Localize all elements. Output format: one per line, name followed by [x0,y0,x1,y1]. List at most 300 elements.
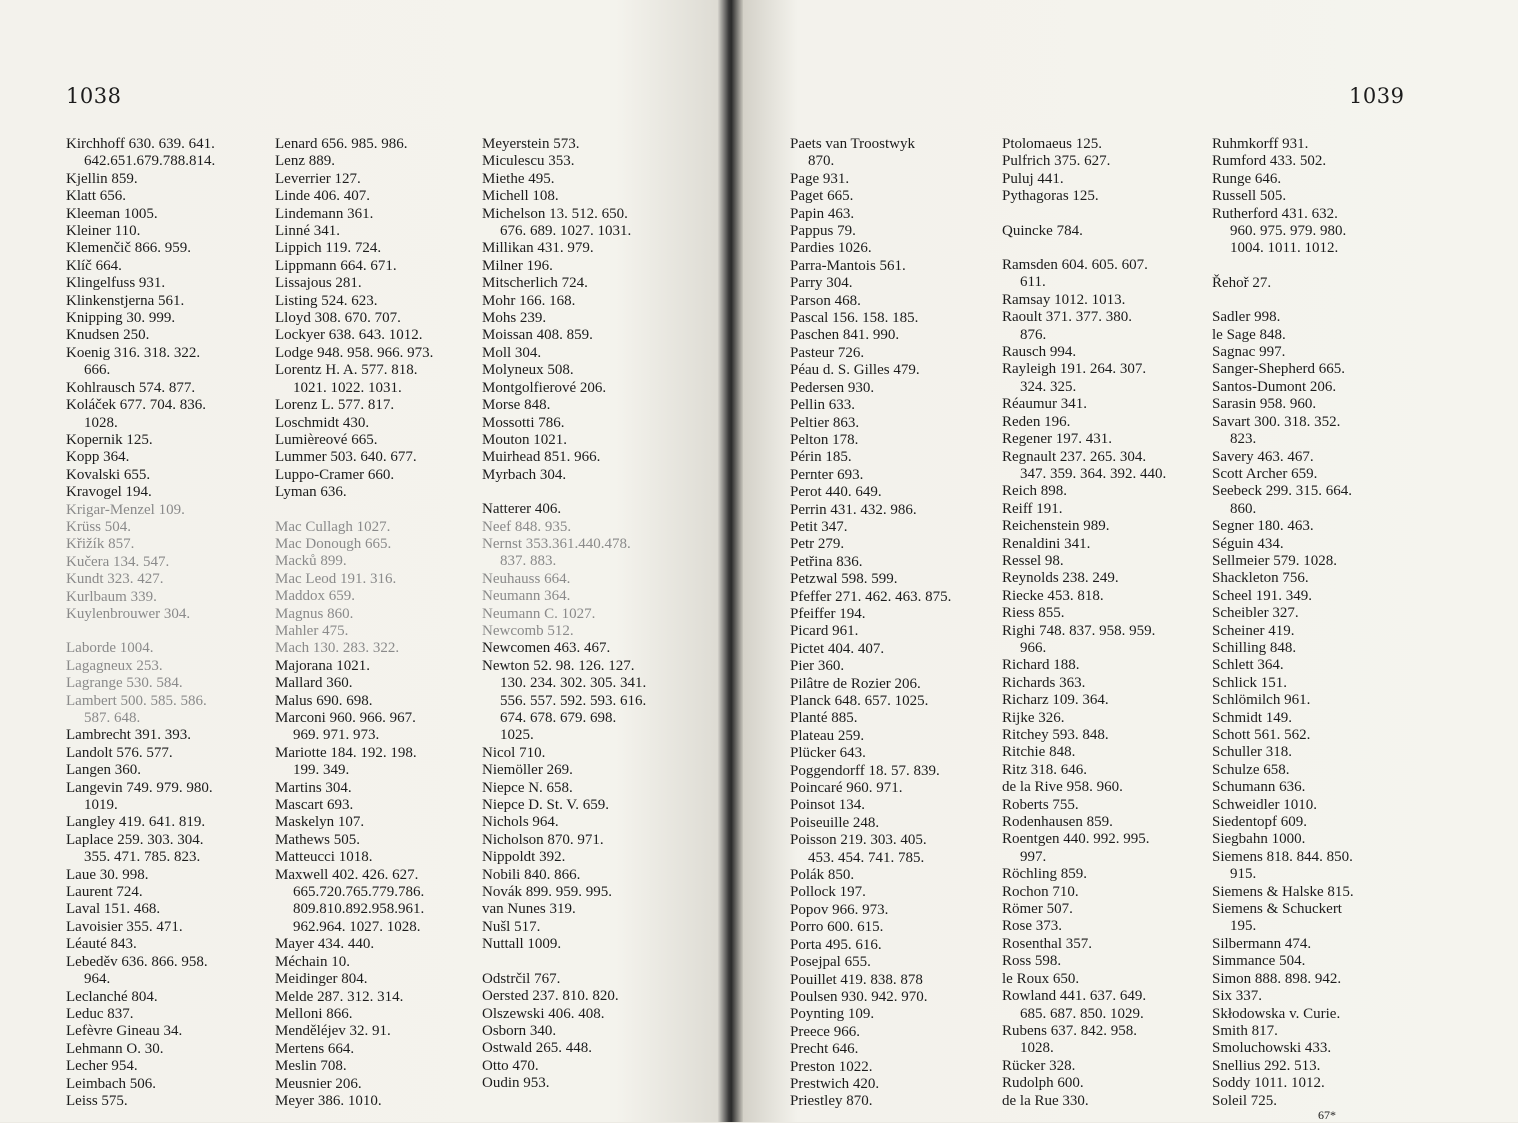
index-entry: Pictet 404. 407. [790,640,885,657]
index-entry: Lippmann 664. 671. [275,257,397,274]
index-entry: Petit 347. [790,518,848,535]
index-entry: Pulfrich 375. 627. [1002,153,1111,170]
index-entry: Marconi 960. 966. 967. [275,710,416,726]
index-entry: Lebeděv 636. 866. 958. [66,953,208,970]
index-entry: Koenig 316. 318. 322. [66,344,201,361]
index-entry: Klingelfuss 931. [66,275,166,292]
index-entry-continuation: 809.810.892.958.961. [293,901,425,918]
index-entry: Renaldini 341. [1002,535,1091,552]
index-entry: Magnus 860. [275,605,354,622]
index-entry-continuation: 347. 359. 364. 392. 440. [1020,465,1167,482]
index-entry: Righi 748. 837. 958. 959. [1002,622,1156,639]
index-entry: Neumann 364. [482,588,571,605]
index-entry: Mac Leod 191. 316. [275,570,397,587]
index-entry-continuation: 453. 454. 741. 785. [808,849,925,866]
index-entry: Smoluchowski 433. [1212,1040,1332,1057]
index-entry: Ritchey 593. 848. [1002,727,1109,743]
index-entry-continuation: 966. [1020,639,1047,656]
index-entry: Michelson 13. 512. 650. [482,205,628,222]
index-entry: Nobili 840. 866. [482,866,581,883]
index-entry: Poinsot 134. [790,797,866,814]
index-entry: Savery 463. 467. [1212,448,1314,465]
index-entry: Segner 180. 463. [1212,518,1314,535]
index-entry: Schilling 848. [1212,639,1297,656]
index-entry: Mariotte 184. 192. 198. [275,744,417,761]
index-entry: Runge 646. [1212,170,1282,187]
index-entry: Loschmidt 430. [275,414,370,431]
index-entry: Léauté 843. [66,936,137,953]
index-entry: Planck 648. 657. 1025. [790,693,929,709]
index-entry: Regener 197. 431. [1002,431,1112,448]
index-entry: Schulze 658. [1212,761,1290,778]
index-entry: Rodenhausen 859. [1002,814,1113,831]
index-column-2 [275,136,433,1110]
index-entry: Lambert 500. 585. 586. [66,692,207,709]
index-entry: Ritz 318. 646. [1002,761,1087,778]
index-entry: Pilâtre de Rozier 206. [790,675,921,692]
index-entry: Posejpal 655. [790,954,871,971]
index-entry-continuation: 676. 689. 1027. 1031. [500,223,632,240]
index-entry: Porta 495. 616. [790,936,882,953]
index-entry-continuation: 969. 971. 973. [293,727,380,744]
index-entry-continuation: 355. 471. 785. 823. [84,849,201,866]
index-entry-continuation: 685. 687. 850. 1029. [1020,1005,1144,1022]
index-entry: Planté 885. [790,710,858,727]
index-entry: Mayer 434. 440. [275,936,375,953]
index-entry: Otto 470. [482,1057,539,1074]
index-entry-continuation: 195. [1230,918,1257,935]
index-entry: Mallard 360. [275,675,353,692]
index-entry: Křižík 857. [66,536,135,553]
index-entry: Melloni 866. [275,1005,353,1022]
index-entry: Laborde 1004. [66,640,154,657]
index-entry: Kjellin 859. [66,170,138,187]
index-column-1 [66,136,215,1110]
index-entry: Parson 468. [790,292,861,309]
index-entry: Ross 598. [1002,953,1062,970]
index-entry: le Roux 650. [1002,970,1080,987]
index-entry: Röchling 859. [1002,866,1087,883]
index-entry: Niemöller 269. [482,762,573,779]
index-entry: Pardies 1026. [790,240,872,257]
index-entry: Koláček 677. 704. 836. [66,397,206,414]
index-entry: Myrbach 304. [482,466,567,483]
index-entry: Rose 373. [1002,918,1062,935]
index-entry: Sadler 998. [1212,309,1281,326]
index-entry: Maskelyn 107. [275,814,365,831]
index-entry: Popov 966. 973. [790,901,889,918]
index-entry: Parry 304. [790,275,853,292]
index-entry-continuation: 1028. [84,414,118,431]
index-entry: Pascal 156. 158. 185. [790,310,919,327]
index-entry: Lloyd 308. 670. 707. [275,310,401,327]
index-entry-continuation: 666. [84,362,111,379]
index-entry: Reiff 191. [1002,500,1063,517]
index-entry: Nicol 710. [482,744,546,761]
index-entry: Mac Donough 665. [275,535,392,552]
index-entry: Péau d. S. Gilles 479. [790,362,920,379]
index-entry: Römer 507. [1002,901,1073,918]
index-entry: Paget 665. [790,188,854,205]
index-entry: Nippoldt 392. [482,849,566,866]
index-entry: Laval 151. 468. [66,901,161,918]
index-entry: Rochon 710. [1002,883,1079,900]
index-entry: Laplace 259. 303. 304. [66,831,204,848]
index-entry: Kleiner 110. [66,223,141,240]
index-entry: Polák 850. [790,867,855,884]
index-entry: Knudsen 250. [66,327,150,344]
index-entry: Matteucci 1018. [275,849,373,866]
index-entry: Maxwell 402. 426. 627. [275,866,419,883]
index-entry: Petr 279. [790,536,845,553]
index-entry: Nichols 964. [482,814,559,831]
index-entry: Natterer 406. [482,501,562,518]
index-entry-continuation: 997. [1020,848,1047,865]
index-entry: Lorentz H. A. 577. 818. [275,362,418,379]
index-entry: Neef 848. 935. [482,518,572,535]
index-entry: Řehoř 27. [1212,274,1272,291]
index-entry: Leclanché 804. [66,988,158,1005]
left-page-number: 1038 [66,84,122,108]
index-entry: Poggendorff 18. 57. 839. [790,762,940,779]
index-entry: Pappus 79. [790,223,856,240]
index-entry: Ostwald 265. 448. [482,1040,592,1057]
index-entry: Lumièreové 665. [275,431,378,448]
index-entry: Peltier 863. [790,414,860,431]
index-entry: Petřina 836. [790,553,863,570]
index-entry: Oersted 237. 810. 820. [482,988,619,1005]
index-entry: Siemens 818. 844. 850. [1212,848,1353,865]
index-entry: Knipping 30. 999. [66,310,176,327]
index-entry: Meslin 708. [275,1058,347,1075]
index-entry: Simon 888. 898. 942. [1212,970,1342,987]
index-entry: Rubens 637. 842. 958. [1002,1022,1137,1039]
index-entry: Klíč 664. [66,257,122,274]
index-entry: Siegbahn 1000. [1212,831,1306,848]
index-entry: Paets van Troostwyk [790,136,916,152]
right-page-number: 1039 [1349,84,1405,108]
index-entry: Kirchhoff 630. 639. 641. [66,136,215,152]
index-entry: Schott 561. 562. [1212,727,1311,743]
index-entry: Rosenthal 357. [1002,935,1092,952]
index-entry: Lockyer 638. 643. 1012. [275,327,423,344]
index-entry: Mach 130. 283. 322. [275,640,400,657]
index-entry: Kundt 323. 427. [66,571,164,588]
index-entry-continuation: 324. 325. [1020,378,1077,395]
index-entry: Nuttall 1009. [482,936,562,953]
index-entry: Pouillet 419. 838. 878 [790,971,923,988]
index-entry: Klatt 656. [66,188,126,205]
index-entry: Milner 196. [482,257,553,274]
index-entry: Russell 505. [1212,188,1287,205]
index-entry: Kuylenbrouwer 304. [66,605,191,622]
index-entry: Poisson 219. 303. 405. [790,832,927,849]
index-entry: Richarz 109. 364. [1002,692,1109,709]
index-entry: Moll 304. [482,344,542,361]
index-entry: Leverrier 127. [275,170,361,187]
index-entry: Schlick 151. [1212,674,1287,691]
index-entry: Puluj 441. [1002,170,1064,187]
index-entry: Nušl 517. [482,918,541,935]
index-entry: Richards 363. [1002,674,1086,691]
book-gutter [717,0,743,1122]
index-entry: Regnault 237. 265. 304. [1002,448,1147,465]
index-entry: Porro 600. 615. [790,919,884,936]
index-entry-continuation: 823. [1230,431,1257,448]
index-entry: Melde 287. 312. 314. [275,988,404,1005]
index-entry: Siemens & Schuckert [1212,901,1342,918]
index-entry: Mohs 239. [482,310,547,327]
index-entry: Silbermann 474. [1212,935,1312,952]
index-entry: Laurent 724. [66,884,143,901]
index-entry: Menděléjev 32. 91. [275,1023,391,1040]
index-entry: Skłodowska v. Curie. [1212,1005,1341,1022]
index-entry: Majorana 1021. [275,657,370,674]
index-entry: Nicholson 870. 971. [482,831,604,848]
index-entry: Moissan 408. 859. [482,327,593,344]
index-entry: Petzwal 598. 599. [790,571,898,588]
index-entry: Millikan 431. 979. [482,240,594,257]
index-entry: Reynolds 238. 249. [1002,570,1119,587]
index-entry: Poynting 109. [790,1006,875,1023]
index-entry: Langen 360. [66,762,141,779]
index-entry: Schumann 636. [1212,779,1306,796]
index-entry: Schweidler 1010. [1212,796,1317,813]
index-entry: Prestwich 420. [790,1075,880,1092]
index-entry: Sanger-Shepherd 665. [1212,361,1346,378]
index-entry: Mitscherlich 724. [482,275,588,292]
index-entry: Reden 196. [1002,413,1071,430]
index-entry: Séguin 434. [1212,535,1284,552]
index-entry: Page 931. [790,170,850,187]
index-entry: Neumann C. 1027. [482,605,596,622]
index-entry: Mohr 166. 168. [482,292,576,309]
index-entry: Roberts 755. [1002,796,1079,813]
index-entry: Miethe 495. [482,170,555,187]
index-entry: Priestley 870. [790,1093,873,1110]
index-entry: Meyer 386. 1010. [275,1092,382,1109]
index-entry-continuation: 556. 557. 592. 593. 616. [500,692,647,709]
index-entry: Perot 440. 649. [790,484,882,501]
index-entry: Miculescu 353. [482,153,575,170]
index-entry: Schlömilch 961. [1212,692,1311,709]
index-entry: Pernter 693. [790,466,864,483]
index-entry: Siemens & Halske 815. [1212,883,1354,900]
index-entry-continuation: 199. 349. [293,762,350,779]
index-entry: Pelton 178. [790,431,859,448]
index-entry-continuation: 642.651.679.788.814. [84,153,216,170]
index-entry: Pfeiffer 194. [790,605,866,622]
index-entry: Lagrange 530. 584. [66,675,183,692]
index-entry: Novák 899. 959. 995. [482,884,612,901]
index-entry: Pollock 197. [790,884,866,901]
index-entry: Rumford 433. 502. [1212,153,1327,170]
index-entry: Klemenčič 866. 959. [66,240,191,257]
index-entry: Ramsay 1012. 1013. [1002,291,1126,308]
index-entry: Soddy 1011. 1012. [1212,1075,1325,1092]
index-entry: Ressel 98. [1002,552,1064,569]
index-entry: Lummer 503. 640. 677. [275,449,417,466]
index-entry: Kučera 134. 547. [66,553,170,570]
index-entry-continuation: 1004. 1011. 1012. [1230,240,1339,257]
index-entry: Ritchie 848. [1002,744,1076,761]
index-entry: Quincke 784. [1002,222,1083,239]
index-entry: Leduc 837. [66,1005,134,1022]
index-entry: Lissajous 281. [275,275,362,292]
index-entry: Ptolomaeus 125. [1002,136,1102,152]
index-entry: van Nunes 319. [482,901,576,918]
index-entry: Lavoisier 355. 471. [66,918,183,935]
index-entry: Kopp 364. [66,449,130,466]
index-entry: Scott Archer 659. [1212,465,1318,482]
index-entry: Preece 966. [790,1023,860,1040]
index-entry: Shackleton 756. [1212,570,1309,587]
index-entry: Scheel 191. 349. [1212,587,1312,604]
index-entry-continuation: 130. 234. 302. 305. 341. [500,675,647,692]
index-entry: Listing 524. 623. [275,292,378,309]
index-entry: Osborn 340. [482,1022,557,1039]
index-entry: Linde 406. 407. [275,188,370,205]
index-entry: de la Rue 330. [1002,1092,1089,1109]
index-column-4 [790,136,951,1111]
index-entry: Lippich 119. 724. [275,240,382,257]
index-entry: Maddox 659. [275,588,355,605]
index-column-3 [482,136,646,1093]
index-entry: Morse 848. [482,397,551,414]
index-entry: Muirhead 851. 966. [482,449,601,466]
index-entry-continuation: 960. 975. 979. 980. [1230,223,1347,240]
index-entry: Paschen 841. 990. [790,327,900,344]
index-entry: Macků 899. [275,553,347,570]
index-entry: Rijke 326. [1002,709,1065,726]
index-entry: Lefèvre Gineau 34. [66,1023,183,1040]
index-entry-continuation: 870. [808,153,835,170]
index-entry: Niepce D. St. V. 659. [482,797,609,814]
index-entry: Leimbach 506. [66,1075,156,1092]
index-entry: Plateau 259. [790,727,865,744]
index-entry: Smith 817. [1212,1022,1278,1039]
index-entry: Roentgen 440. 992. 995. [1002,831,1150,848]
index-entry: Rowland 441. 637. 649. [1002,988,1147,1005]
index-entry: Pier 360. [790,658,845,675]
index-entry: Pellin 633. [790,397,856,414]
index-entry-continuation: 915. [1230,866,1257,883]
index-entry: Langley 419. 641. 819. [66,814,206,831]
index-entry: Sarasin 958. 960. [1212,396,1317,413]
index-entry: Leiss 575. [66,1092,128,1109]
index-column-6 [1212,136,1354,1110]
index-entry: Newton 52. 98. 126. 127. [482,657,635,674]
index-entry: Rayleigh 191. 264. 307. [1002,361,1147,378]
index-entry: Michell 108. [482,188,559,205]
index-entry: Mouton 1021. [482,431,568,448]
index-entry: Mathews 505. [275,831,360,848]
index-entry: Rutherford 431. 632. [1212,205,1338,222]
index-entry: Lagagneux 253. [66,657,163,674]
index-entry: Parra-Mantois 561. [790,257,906,274]
index-entry: Sagnac 997. [1212,344,1286,361]
index-entry: Poincaré 960. 971. [790,780,903,797]
index-entry: Oudin 953. [482,1075,550,1092]
index-entry-continuation: 611. [1020,274,1046,291]
index-entry: Papin 463. [790,205,855,222]
index-entry: Mertens 664. [275,1040,355,1057]
index-entry: Picard 961. [790,623,859,640]
index-entry: Périn 185. [790,449,852,466]
index-entry: Réaumur 341. [1002,396,1087,413]
index-entry: Olszewski 406. 408. [482,1005,605,1022]
index-entry-continuation: 876. [1020,326,1047,343]
index-entry: Lenz 889. [275,153,335,170]
index-entry: Laue 30. 998. [66,866,149,883]
index-entry: Mossotti 786. [482,414,565,431]
index-entry: Pythagoras 125. [1002,188,1099,205]
index-entry: Molyneux 508. [482,362,574,379]
index-entry: Malus 690. 698. [275,692,373,709]
index-entry: Lambrecht 391. 393. [66,727,191,744]
index-entry: Sellmeier 579. 1028. [1212,552,1337,569]
index-entry: Perrin 431. 432. 986. [790,501,917,518]
index-column-5 [1002,136,1166,1110]
index-entry: Ramsden 604. 605. 607. [1002,257,1148,274]
index-entry: Reichenstein 989. [1002,518,1110,535]
index-entry: Méchain 10. [275,953,350,970]
index-entry: Kleeman 1005. [66,205,158,222]
index-entry-continuation: 1025. [500,727,534,744]
index-entry-continuation: 964. [84,971,111,988]
index-entry: Schmidt 149. [1212,709,1293,726]
index-entry: de la Rive 958. 960. [1002,779,1123,796]
index-entry: Nernst 353.361.440.478. [482,535,631,552]
index-entry: Scheibler 327. [1212,605,1299,622]
index-entry: Poulsen 930. 942. 970. [790,988,928,1005]
index-entry: Lindemann 361. [275,205,374,222]
index-entry: Meidinger 804. [275,971,368,988]
index-entry: Montgolfierové 206. [482,379,607,396]
index-entry: Riess 855. [1002,605,1065,622]
index-entry: le Sage 848. [1212,326,1286,343]
index-entry: Landolt 576. 577. [66,744,173,761]
index-entry: Rausch 994. [1002,344,1077,361]
index-entry-continuation: 1019. [84,797,118,814]
index-entry: Mahler 475. [275,622,349,639]
index-entry: Reich 898. [1002,483,1067,500]
index-entry: Lorenz L. 577. 817. [275,397,395,414]
index-entry: Poiseuille 248. [790,814,880,831]
index-entry: Mascart 693. [275,797,354,814]
index-entry-continuation: 587. 648. [84,710,141,726]
index-entry: Lodge 948. 958. 966. 973. [275,344,434,361]
index-entry: Lehmann O. 30. [66,1040,164,1057]
index-entry: Savart 300. 318. 352. [1212,413,1341,430]
index-entry: Meyerstein 573. [482,136,580,152]
index-entry: Schlett 364. [1212,657,1284,674]
index-entry: Pfeffer 271. 462. 463. 875. [790,588,952,605]
index-entry: Schuller 318. [1212,744,1292,761]
index-entry: Krüss 504. [66,518,132,535]
index-entry: Lecher 954. [66,1058,138,1075]
index-entry: Meusnier 206. [275,1075,362,1092]
index-entry: Langevin 749. 979. 980. [66,779,213,796]
index-entry: Scheiner 419. [1212,622,1295,639]
index-entry: Six 337. [1212,988,1263,1005]
index-entry: Siedentopf 609. [1212,814,1307,831]
index-entry-continuation: 665.720.765.779.786. [293,884,425,901]
index-entry: Snellius 292. 513. [1212,1057,1321,1074]
index-entry: Rücker 328. [1002,1057,1076,1074]
index-entry: Kopernik 125. [66,431,153,448]
index-entry: Seebeck 299. 315. 664. [1212,483,1352,500]
